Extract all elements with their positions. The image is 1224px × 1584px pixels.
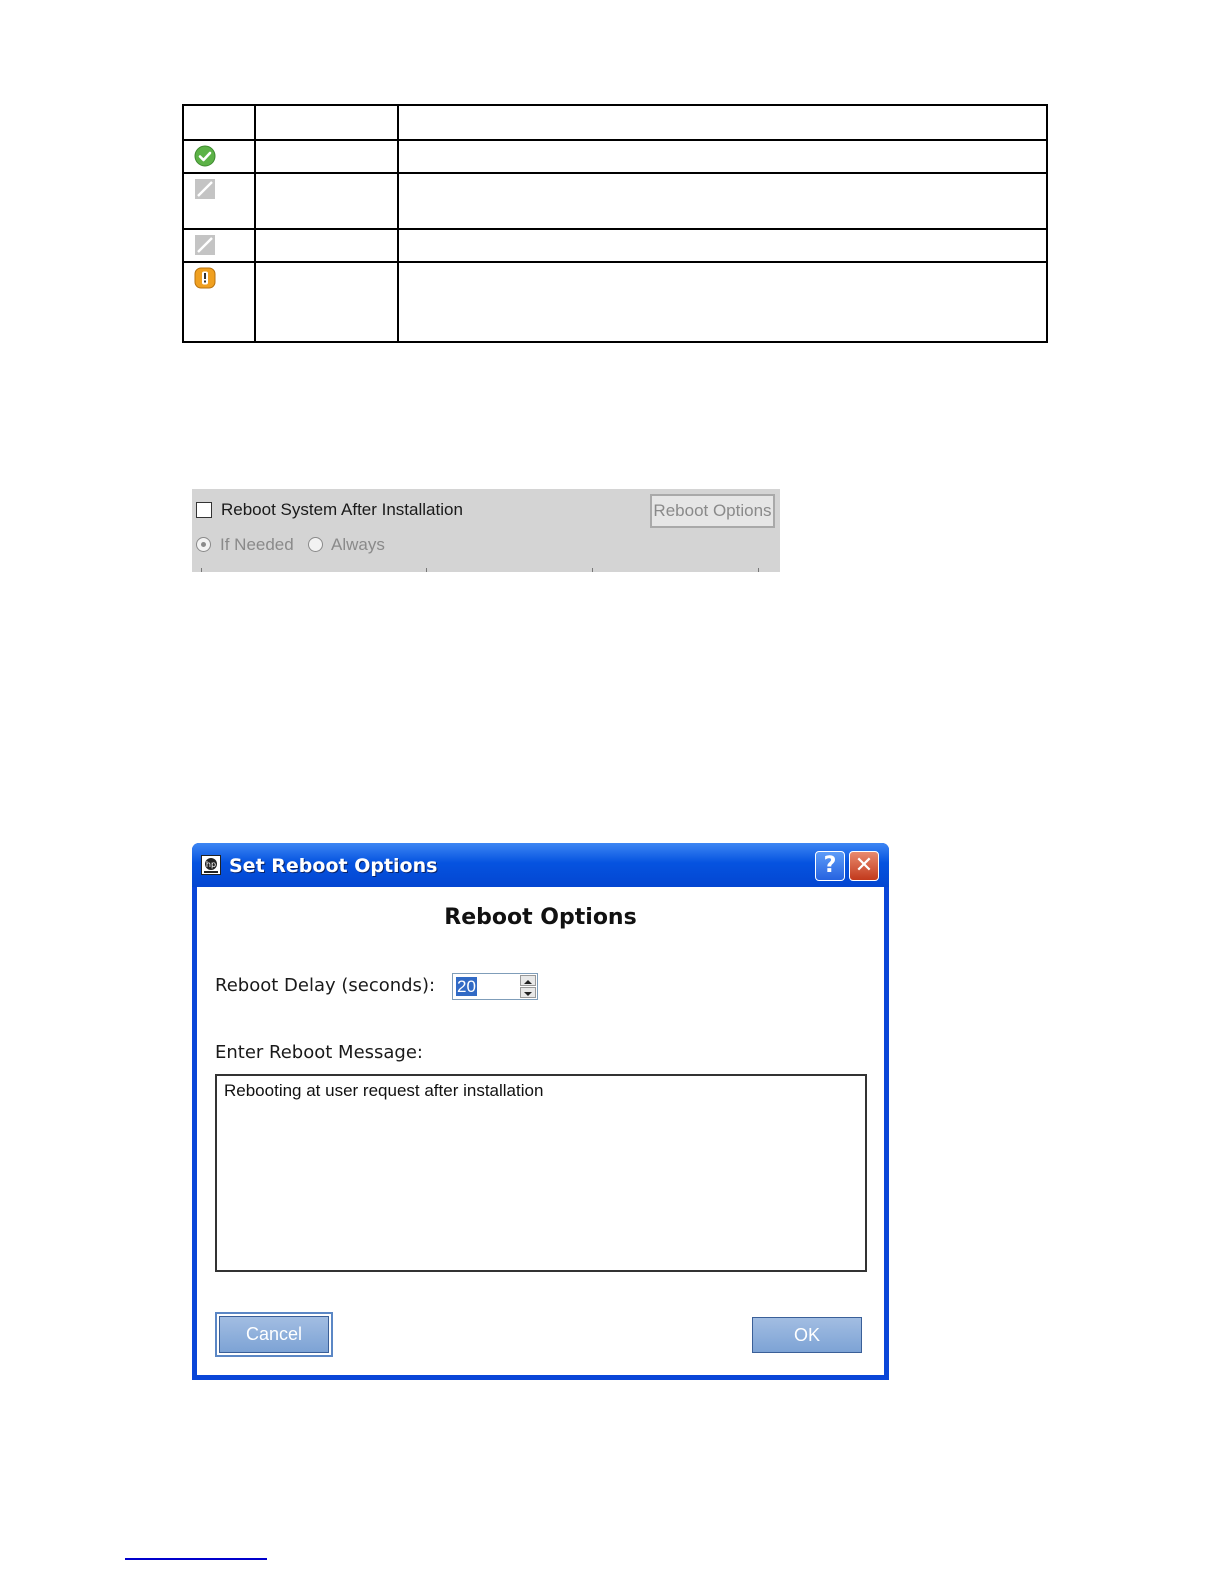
status-table <box>182 104 1048 343</box>
exclamation-icon <box>194 267 216 289</box>
divider <box>426 568 427 572</box>
always-label: Always <box>331 535 385 554</box>
divider <box>758 568 759 572</box>
reboot-system-checkbox[interactable] <box>196 502 212 518</box>
cancel-button[interactable]: Cancel <box>219 1316 329 1353</box>
reboot-delay-label: Reboot Delay (seconds): <box>215 975 436 996</box>
always-radio[interactable] <box>308 537 323 552</box>
set-reboot-options-dialog <box>192 843 889 1380</box>
close-button[interactable]: ✕ <box>849 851 879 881</box>
reboot-message-input[interactable] <box>215 1074 867 1272</box>
table-row <box>183 262 1047 342</box>
arrow-down-icon <box>524 992 532 996</box>
spin-up-button[interactable] <box>520 975 536 986</box>
spin-down-button[interactable] <box>520 987 536 998</box>
divider <box>592 568 593 572</box>
table-row <box>183 173 1047 229</box>
reboot-delay-value[interactable]: 20 <box>457 977 476 996</box>
if-needed-radio[interactable] <box>196 537 211 552</box>
dialog-heading: Reboot Options <box>444 905 637 930</box>
not-applicable-icon <box>194 234 216 256</box>
not-applicable-icon <box>194 178 216 200</box>
table-row <box>183 229 1047 262</box>
dialog-body <box>197 887 884 1375</box>
reboot-delay-spinner[interactable] <box>452 973 538 1000</box>
table-header-row <box>183 105 1047 140</box>
divider <box>201 568 202 572</box>
dialog-title: Set Reboot Options <box>229 855 438 877</box>
footer-link-underline[interactable] <box>125 1558 267 1560</box>
reboot-options-button[interactable]: Reboot Options <box>650 494 775 528</box>
table-row <box>183 140 1047 173</box>
reboot-system-label: Reboot System After Installation <box>221 500 463 519</box>
ok-button[interactable]: OK <box>752 1317 862 1353</box>
help-button[interactable]: ? <box>815 851 845 881</box>
arrow-up-icon <box>524 980 532 984</box>
svg-text:hp: hp <box>205 860 217 869</box>
reboot-panel <box>192 489 780 572</box>
hp-logo-icon <box>201 855 221 875</box>
reboot-message-label: Enter Reboot Message: <box>215 1042 423 1063</box>
if-needed-label: If Needed <box>220 535 294 554</box>
cancel-focus-ring <box>215 1312 333 1357</box>
radio-selected-dot <box>201 542 206 547</box>
check-circle-icon <box>194 145 216 167</box>
dialog-titlebar[interactable] <box>192 843 889 887</box>
